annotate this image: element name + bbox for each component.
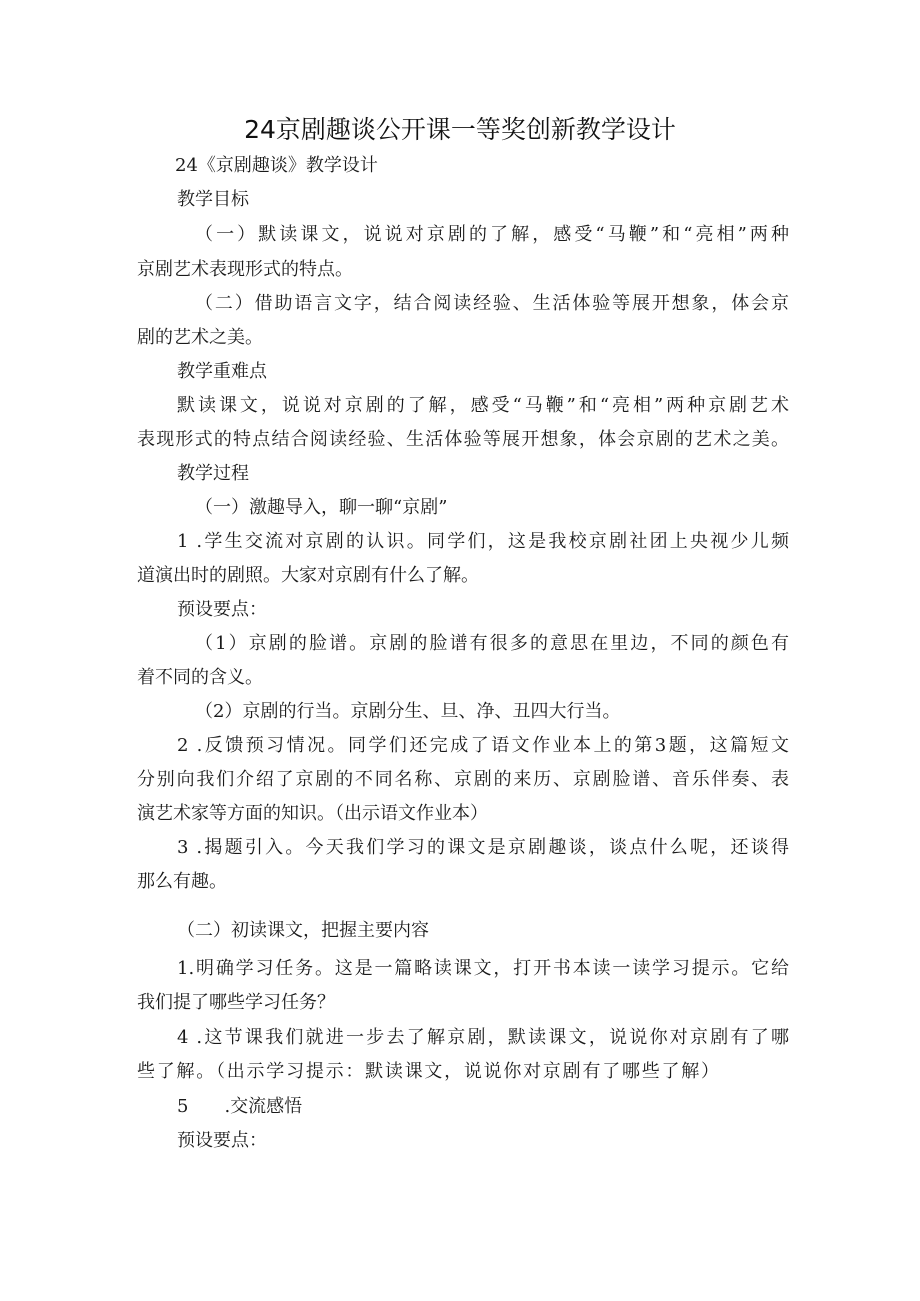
key-points-line-2: 表现形式的特点结合阅读经验、生活体验等展开想象，体会京剧的艺术之美。: [137, 429, 789, 450]
process-step-2-line-3: 演艺术家等方面的知识。（出示语文作业本）: [137, 803, 488, 824]
preset-points-label-1: 预设要点：: [177, 599, 267, 620]
process-step-3-line-2: 那么有趣。: [137, 871, 227, 892]
process-step-1-line-2: 道演出时的剧照。大家对京剧有什么了解。: [137, 565, 479, 586]
process-step-5: 5 .交流感悟: [177, 1096, 303, 1117]
process-step-2-line-1: 2 .反馈预习情况。同学们还完成了语文作业本上的第3题，这篇短文: [177, 735, 789, 756]
section-heading-key-points: 教学重难点: [177, 361, 267, 382]
document-title: 24京剧趣谈公开课一等奖创新教学设计: [244, 115, 676, 144]
objective-2-line-1: （二）借助语言文字，结合阅读经验、生活体验等展开想象，体会京: [195, 293, 789, 314]
objective-2-line-2: 剧的艺术之美。: [137, 327, 263, 348]
objective-1-line-2: 京剧艺术表现形式的特点。: [137, 259, 353, 280]
process-step-1b-line-1: 1.明确学习任务。这是一篇略读课文，打开书本读一读学习提示。它给: [177, 958, 789, 979]
process-step-4-line-1: 4 .这节课我们就进一步去了解京剧，默读课文，说说你对京剧有了哪: [177, 1027, 789, 1048]
preset-points-label-2: 预设要点：: [177, 1130, 267, 1151]
process-part-1-heading: （一）激趣导入，聊一聊“京剧”: [195, 497, 448, 518]
process-step-1b-line-2: 我们提了哪些学习任务？: [137, 992, 335, 1013]
section-heading-objectives: 教学目标: [177, 189, 249, 210]
lesson-heading: 24《京剧趣谈》教学设计: [175, 155, 378, 176]
preset-point-1-line-2: 着不同的含义。: [137, 667, 263, 688]
section-heading-process: 教学过程: [177, 463, 249, 484]
process-step-4-line-2: 些了解。（出示学习提示：默读课文，说说你对京剧有了哪些了解）: [137, 1061, 719, 1082]
process-step-3-line-1: 3 .揭题引入。今天我们学习的课文是京剧趣谈，谈点什么呢，还谈得: [177, 837, 789, 858]
process-part-2-heading: （二）初读课文，把握主要内容: [177, 920, 429, 941]
preset-point-2: （2）京剧的行当。京剧分生、旦、净、丑四大行当。: [195, 701, 621, 722]
key-points-line-1: 默读课文，说说对京剧的了解，感受“马鞭”和“亮相”两种京剧艺术: [177, 395, 789, 416]
process-step-1-line-1: 1 .学生交流对京剧的认识。同学们，这是我校京剧社团上央视少儿频: [177, 531, 789, 552]
process-step-2-line-2: 分别向我们介绍了京剧的不同名称、京剧的来历、京剧脸谱、音乐伴奏、表: [137, 769, 789, 790]
preset-point-1-line-1: （1）京剧的脸谱。京剧的脸谱有很多的意思在里边，不同的颜色有: [195, 633, 789, 654]
objective-1-line-1: （一）默读课文，说说对京剧的了解，感受“马鞭”和“亮相”两种: [195, 224, 789, 245]
